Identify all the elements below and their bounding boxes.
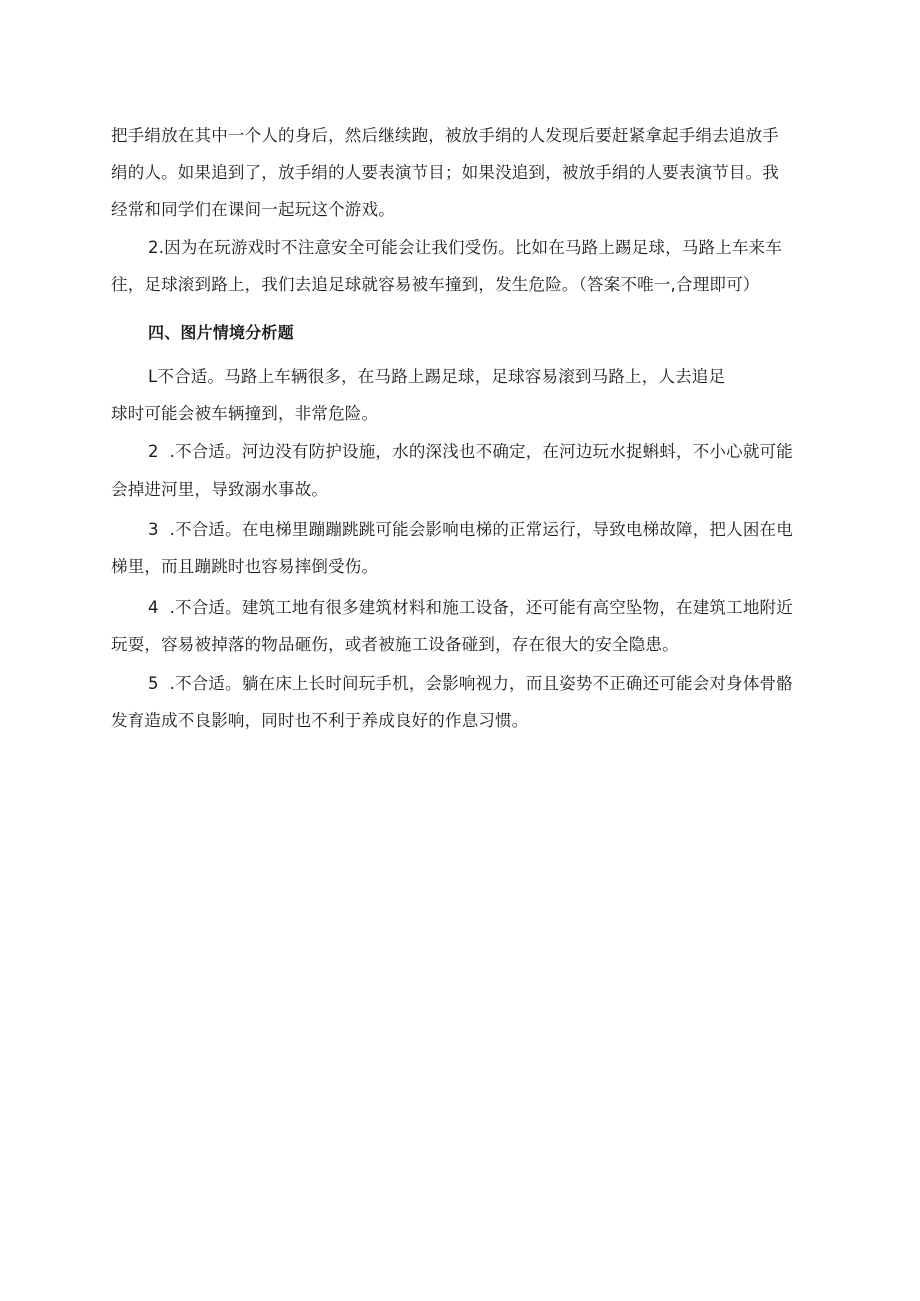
- item-2-line: 2 .不合适。河边没有防护设施，水的深浅也不确定，在河边玩水捉蝌蚪，不小心就可能: [148, 442, 793, 461]
- item-4-line: 玩耍，容易被掉落的物品砸伤，或者被施工设备碰到，存在很大的安全隐患。: [111, 635, 679, 654]
- item-4-line: 4 .不合适。建筑工地有很多建筑材料和施工设备，还可能有高空坠物，在建筑工地附近: [148, 598, 793, 617]
- paragraph-line: 绢的人。如果追到了，放手绢的人要表演节目；如果没追到，被放手绢的人要表演节目。我: [111, 163, 779, 182]
- answer-2-line: 2.因为在玩游戏时不注意安全可能会让我们受伤。比如在马路上踢足球，马路上车来车: [148, 238, 783, 257]
- item-2-line: 会掉进河里，导致溺水事故。: [111, 480, 329, 499]
- item-3-line: 3 .不合适。在电梯里蹦蹦跳跳可能会影响电梯的正常运行，导致电梯故障，把人困在电: [148, 520, 793, 539]
- item-1-line: L不合适。马路上车辆很多，在马路上踢足球，足球容易滚到马路上，人去追足: [148, 367, 726, 386]
- item-1-line: 球时可能会被车辆撞到，非常危险。: [111, 404, 379, 423]
- paragraph-line: 经常和同学们在课间一起玩这个游戏。: [111, 200, 395, 219]
- item-5-line: 5 .不合适。躺在床上长时间玩手机，会影响视力，而且姿势不正确还可能会对身体骨骼: [148, 674, 793, 693]
- item-5-line: 发育造成不良影响，同时也不利于养成良好的作息习惯。: [111, 711, 529, 730]
- answer-2-line: 往，足球滚到路上，我们去追足球就容易被车撞到，发生危险。（答案不唯一,合理即可）: [111, 275, 760, 294]
- item-3-line: 梯里，而且蹦跳时也容易摔倒受伤。: [111, 557, 379, 576]
- section-heading: 四、图片情境分析题: [148, 323, 294, 342]
- paragraph-line: 把手绢放在其中一个人的身后，然后继续跑，被放手绢的人发现后要赶紧拿起手绢去追放手: [111, 126, 779, 145]
